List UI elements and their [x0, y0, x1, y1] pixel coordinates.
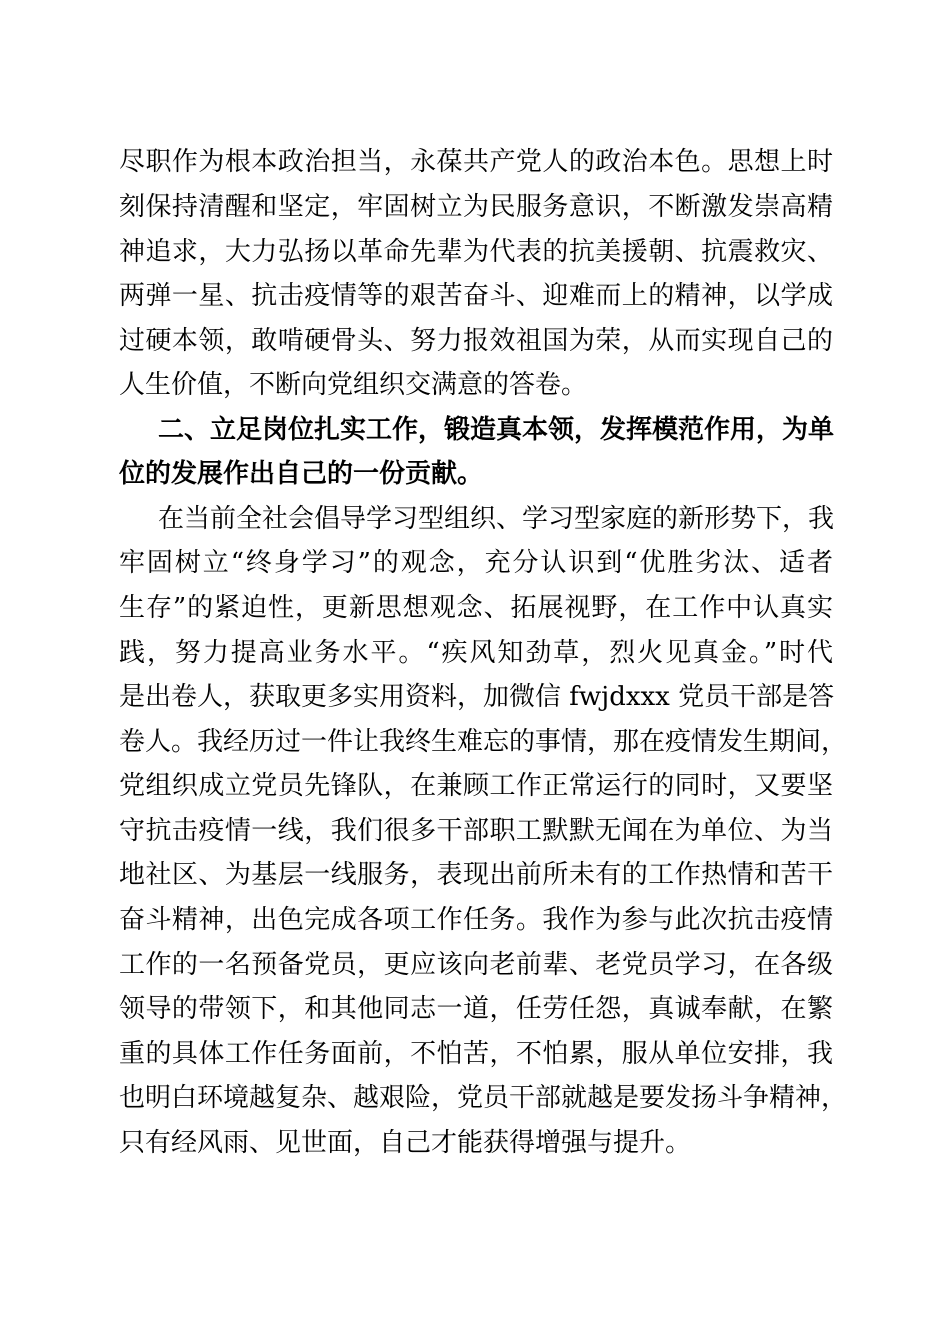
paragraph-line: 党组织成立党员先锋队，在兼顾工作正常运行的同时，又要坚 [119, 771, 833, 801]
paragraph-line: 奋斗精神，出色完成各项工作任务。我作为参与此次抗击疫情 [119, 905, 833, 935]
paragraph-line: 尽职作为根本政治担当，永葆共产党人的政治本色。思想上时 [119, 147, 833, 177]
paragraph-line: 重的具体工作任务面前，不怕苦，不怕累，服从单位安排，我 [119, 1039, 833, 1069]
paragraph-line: 领导的带领下，和其他同志一道，任劳任怨，真诚奉献，在繁 [119, 994, 833, 1024]
paragraph-line: 生存”的紧迫性，更新思想观念、拓展视野，在工作中认真实 [119, 593, 833, 623]
paragraph-line: 牢固树立“终身学习”的观念，充分认识到“优胜劣汰、适者 [119, 548, 833, 578]
paragraph-line: 神追求，大力弘扬以革命先辈为代表的抗美援朝、抗震救灾、 [119, 237, 833, 267]
section-heading-line: 二、立足岗位扎实工作，锻造真本领，发挥模范作用，为单 [158, 415, 835, 445]
paragraph-line: 守抗击疫情一线，我们很多干部职工默默无闻在为单位、为当 [119, 816, 833, 846]
section-heading-line: 位的发展作出自己的一份贡献。 [119, 459, 484, 489]
paragraph-line: 只有经风雨、见世面，自己才能获得增强与提升。 [119, 1128, 692, 1158]
paragraph-line: 过硬本领，敢啃硬骨头、努力报效祖国为荣，从而实现自己的 [119, 326, 833, 356]
paragraph-line: 在当前全社会倡导学习型组织、学习型家庭的新形势下，我 [158, 504, 835, 534]
paragraph-line: 两弹一星、抗击疫情等的艰苦奋斗、迎难而上的精神，以学成 [119, 281, 833, 311]
paragraph-line: 工作的一名预备党员，更应该向老前辈、老党员学习，在各级 [119, 950, 833, 980]
paragraph-line: 刻保持清醒和坚定，牢固树立为民服务意识，不断激发崇高精 [119, 192, 833, 222]
paragraph-line: 是出卷人，获取更多实用资料，加微信 fwjdxxx 党员干部是答 [119, 682, 835, 712]
paragraph-line: 也明白环境越复杂、越艰险，党员干部就越是要发扬斗争精神， [119, 1083, 848, 1113]
paragraph-line: 卷人。我经历过一件让我终生难忘的事情，那在疫情发生期间， [119, 727, 848, 757]
paragraph-line: 地社区、为基层一线服务，表现出前所未有的工作热情和苦干 [119, 860, 833, 890]
paragraph-line: 践，努力提高业务水平。“疾风知劲草，烈火见真金。”时代 [119, 638, 833, 668]
paragraph-line: 人生价值，不断向党组织交满意的答卷。 [119, 370, 588, 400]
